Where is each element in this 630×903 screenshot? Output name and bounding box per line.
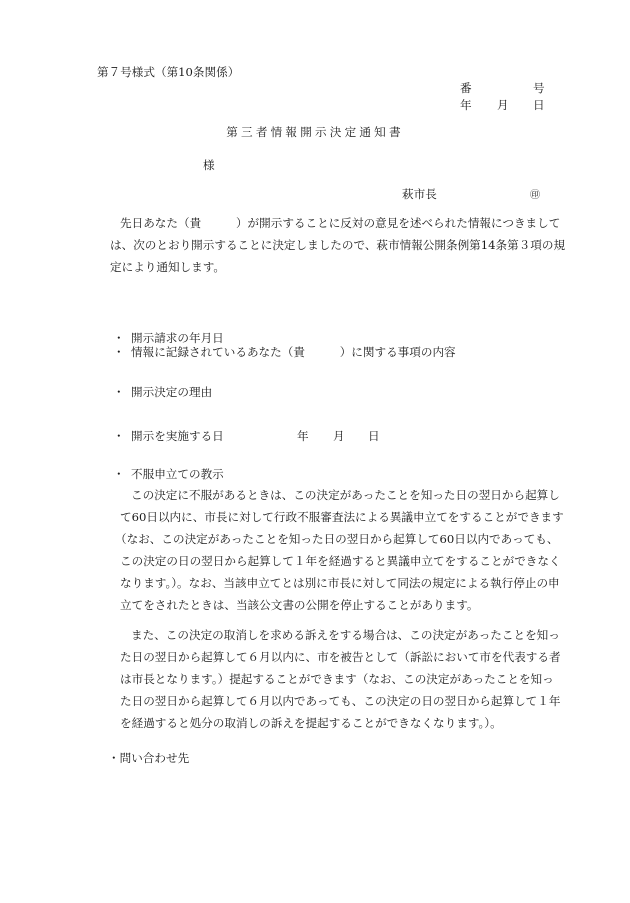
number-label: 番 xyxy=(460,81,472,95)
appeal-line: なります。）。なお、当該申立てとは別に市長に対して同法の規定による執行停止の申 xyxy=(120,576,560,590)
item-label-recorded-matters: 情報に記録されているあなた（貴 ）に関する事項の内容 xyxy=(131,345,456,359)
appeal-line: 立てをされたときは、当該公文書の公開を停止することがあります。 xyxy=(120,598,479,612)
appeal-line: この決定に不服があるときは、この決定があったことを知った日の翌日から起算し xyxy=(131,488,560,502)
appeal-line: また、この決定の取消しを求める訴えをする場合は、この決定があったことを知っ xyxy=(131,628,560,642)
item-label-decision-reason: 開示決定の理由 xyxy=(131,385,213,399)
bullet-mark: ・ xyxy=(113,429,125,443)
appeal-line: を経過すると処分の取消しの訴えを提起することができなくなります。）。 xyxy=(120,716,502,730)
intro-line: は、次のとおり開示することに決定しましたので、萩市情報公開条例第14条第３項の規 xyxy=(110,238,566,252)
seal-mark: ㊞ xyxy=(530,190,540,201)
appeal-line: て60日以内に、市長に対して行政不服審査法による異議申立てをすることができます xyxy=(120,510,564,524)
appeal-line: （なお、この決定があったことを知った日の翌日から起算して60日以内であっても、 xyxy=(115,532,559,546)
addressee-honorific: 様 xyxy=(203,158,215,172)
implementation-day-label: 日 xyxy=(368,429,380,443)
intro-line: 定により通知します。 xyxy=(110,260,226,274)
bullet-mark: ・ xyxy=(113,467,125,481)
appeal-line: この決定の日の翌日から起算して１年を経過すると異議申立てをすることができなく xyxy=(120,554,561,568)
date-year-label: 年 xyxy=(460,98,472,112)
item-label-request-date: 開示請求の年月日 xyxy=(131,331,224,345)
appeal-line: た日の翌日から起算して６月以内であっても、この決定の日の翌日から起算して１年 xyxy=(120,694,561,708)
bullet-mark: ・ xyxy=(113,345,125,359)
appeal-line: は市長となります。）提起することができます（なお、この決定があったことを知っ xyxy=(120,672,554,686)
item-label-appeal-notice: 不服申立ての教示 xyxy=(131,467,224,481)
date-day-label: 日 xyxy=(533,98,545,112)
appeal-line: た日の翌日から起算して６月以内に、市を被告として（訴訟において市を代表する者 xyxy=(120,650,561,664)
bullet-mark: ・ xyxy=(113,385,125,399)
sender-name: 萩市長 xyxy=(402,187,437,201)
number-suffix: 号 xyxy=(533,81,545,95)
item-label-implementation-date: 開示を実施する日 xyxy=(131,429,224,443)
implementation-year-label: 年 xyxy=(297,429,309,443)
form-number: 第７号様式（第10条関係） xyxy=(97,65,240,79)
intro-line: 先日あなた（貴 ）が開示することに反対の意見を述べられた情報につきまして xyxy=(120,216,561,230)
contact-label: ・問い合わせ先 xyxy=(108,751,190,765)
bullet-mark: ・ xyxy=(113,331,125,345)
implementation-month-label: 月 xyxy=(333,429,345,443)
date-month-label: 月 xyxy=(497,98,509,112)
document-title: 第三者情報開示決定通知書 xyxy=(226,125,404,139)
